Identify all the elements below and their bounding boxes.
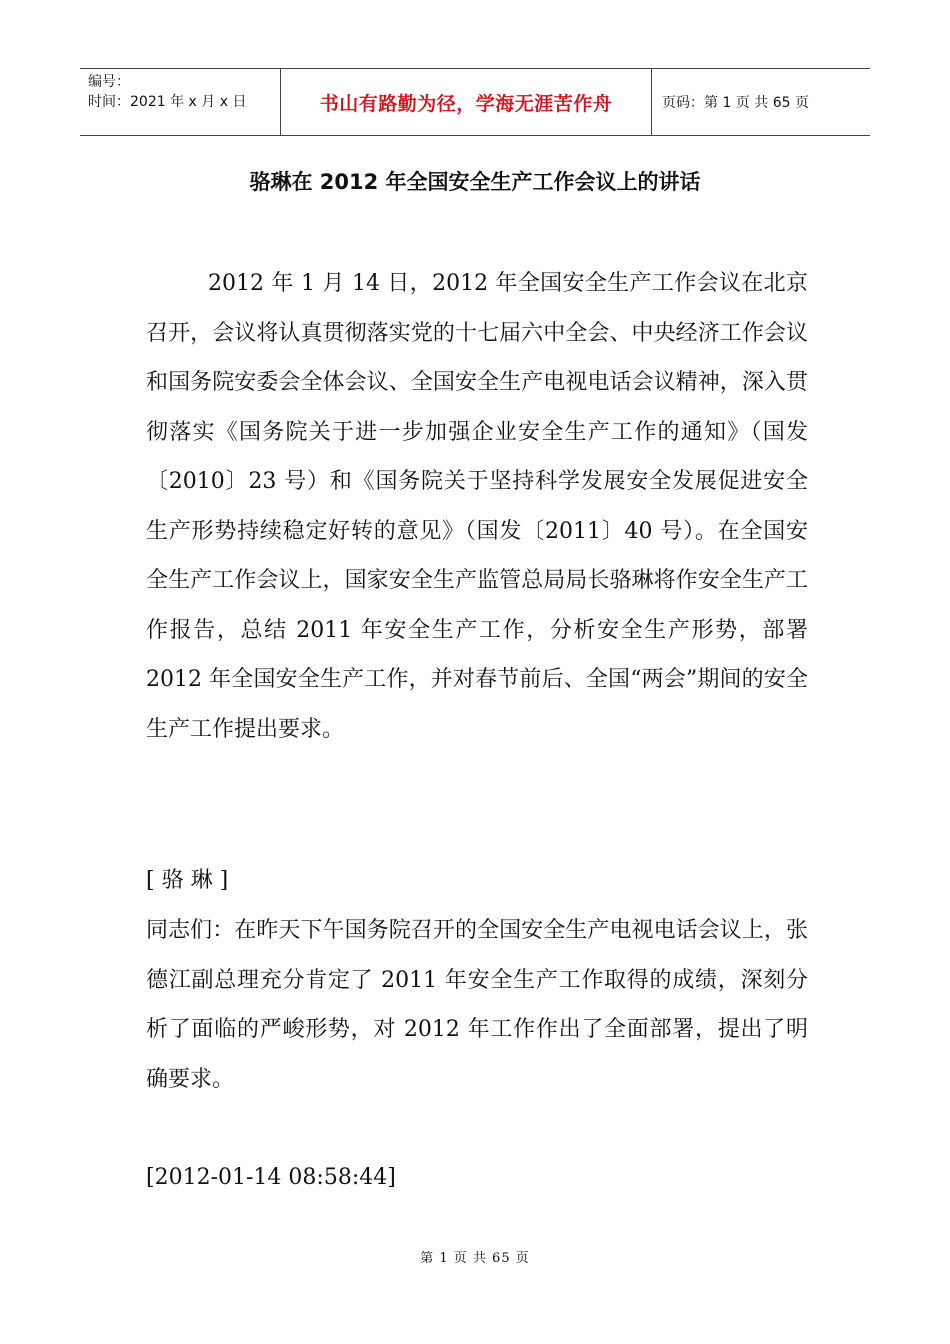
document-title: 骆琳在 2012 年全国安全生产工作会议上的讲话 [249, 170, 701, 194]
header-motto-cell [280, 69, 652, 135]
header-motto: 书山有路勤为径，学海无涯苦作舟 [319, 92, 613, 115]
page-footer: 第 1 页 共 65 页 [420, 1251, 530, 1266]
intro-paragraph: 2012 年 1 月 14 日，2012 年全国安全生产工作会议在北京召开，会议将认真贯彻落实党的十七届六中全会、中央经济工作会议和国务院安委会全体会议、全国安全生产电视电话会议精神，深入贯彻落实《国务院关于进一步加强企业安全生产工作的通知》（国发〔2010〕23 号）和《国务院关于坚持科学发展安全发展促进安全生产形势持续稳定好转的意见》（国发〔2011〕40 号）。在全国安全生产工作会议上，国家安全生产监管总局局长骆琳将作安全生产工作报告，总结 2011 年安全生产工作，分析安全生产形势，部署 2012 年全国安全生产工作，并对春节前后、全国“两会”期间的安全生产工作提出要求。 [146, 271, 808, 742]
header-meta-cell [80, 69, 280, 135]
header-page-cell [652, 69, 870, 135]
speaker-label: [ 骆 琳 ] [146, 868, 229, 893]
header-page-info: 页码：第 1 页 共 65 页 [662, 95, 809, 111]
timestamp: [2012-01-14 08:58:44] [146, 1165, 396, 1190]
document-header-table [80, 68, 870, 136]
speech-paragraph: 同志们：在昨天下午国务院召开的全国安全生产电视电话会议上，张德江副总理充分肯定了 2011 年安全生产工作取得的成绩，深刻分析了面临的严峻形势，对 2012 年工作作出了全面部署，提出了明确要求。 [146, 918, 808, 1092]
document-number-label: 编号： [88, 74, 130, 90]
document-date-label: 时间：2021 年 x 月 x 日 [88, 94, 247, 110]
